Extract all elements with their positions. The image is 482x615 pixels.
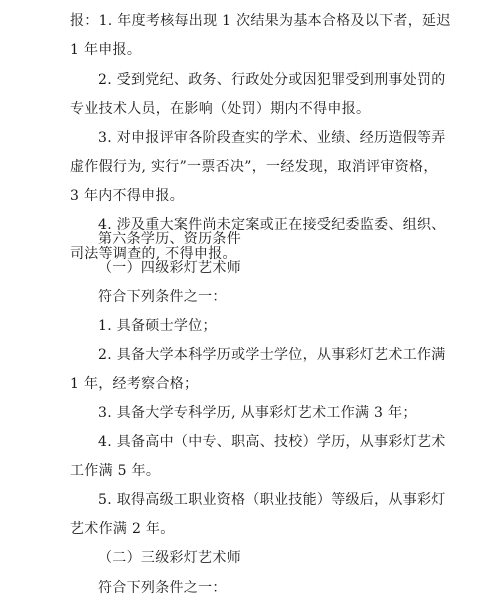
text-line: 2. 具备大学本科学历或学士学位，从事彩灯艺术工作满	[98, 347, 446, 363]
subsection-heading: （一）四级彩灯艺术师	[98, 260, 241, 276]
text-line: 3. 对申报评审各阶段查实的学术、业绩、经历造假等弄	[98, 130, 446, 146]
text-line: 3. 具备大学专科学历, 从事彩灯艺术工作满 3 年；	[98, 405, 417, 421]
text-line: 专业技术人员，在影响（处罚）期内不得申报。	[70, 101, 371, 117]
subsection-heading: （二）三级彩灯艺术师	[98, 550, 241, 566]
text-line: 1. 具备硕士学位；	[98, 318, 217, 334]
text-line: 符合下列条件之一：	[98, 289, 227, 305]
text-line: 5. 取得高级工职业资格（职业技能）等级后，从事彩灯	[98, 492, 446, 508]
text-line: 艺术作满 2 年。	[70, 521, 175, 537]
text-line: 司法等调查的, 不得申报。	[70, 246, 237, 262]
text-line: 符合下列条件之一：	[98, 580, 227, 596]
section-heading: 第六条学历、资历条件	[98, 231, 241, 247]
text-line: 报：1. 年度考核每出现 1 次结果为基本合格及以下者，延迟	[70, 13, 451, 29]
text-line: 4. 涉及重大案件尚未定案或正在接受纪委监委、组织、	[98, 217, 446, 233]
text-line: 1 年，经考察合格；	[70, 376, 199, 392]
text-line: 2. 受到党纪、政务、行政处分或因犯罪受到刑事处罚的	[98, 72, 446, 88]
text-line: 虚作假行为, 实行”一票否决”，一经发现，取消评审资格，	[70, 159, 438, 175]
text-line: 工作满 5 年。	[70, 463, 161, 479]
text-line: 4. 具备高中（中专、职高、技校）学历，从事彩灯艺术	[98, 434, 446, 450]
text-line: 1 年申报。	[70, 42, 142, 58]
text-line: 3 年内不得申报。	[70, 188, 185, 204]
